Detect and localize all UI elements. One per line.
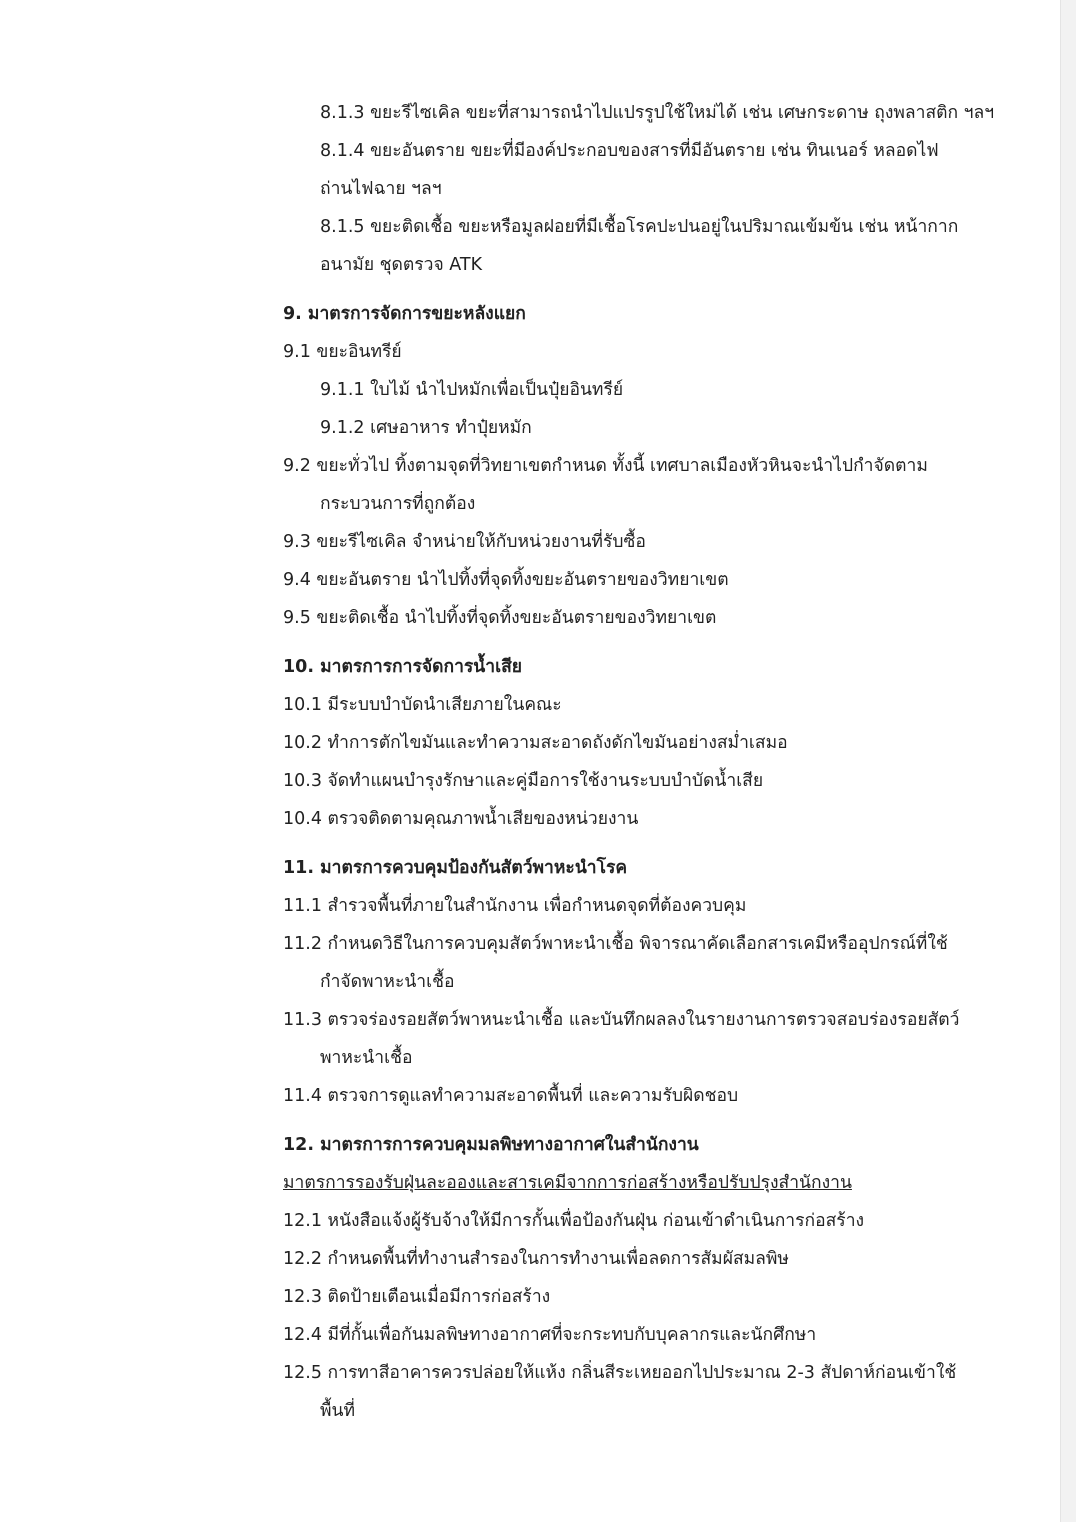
item-8-1-4: 8.1.4 ขยะอันตราย ขยะที่มีองค์ประกอบของสารที่มีอันตราย เช่น ทินเนอร์ หลอดไฟ (320, 141, 939, 161)
section-9-heading: 9. มาตรการจัดการขยะหลังแยก (283, 304, 526, 324)
item-11-4: 11.4 ตรวจการดูแลทำความสะอาดพื้นที่ และความรับผิดชอบ (283, 1086, 739, 1106)
item-12-1: 12.1 หนังสือแจ้งผู้รับจ้างให้มีการกั้นเพื่อป้องกันฝุ่น ก่อนเข้าดำเนินการก่อสร้าง (283, 1211, 865, 1231)
item-9-1-2: 9.1.2 เศษอาหาร ทำปุ๋ยหมัก (320, 418, 532, 438)
page-gutter (1061, 0, 1076, 1522)
item-10-1: 10.1 มีระบบบำบัดนำเสียภายในคณะ (283, 695, 562, 715)
item-8-1-5-cont: อนามัย ชุดตรวจ ATK (320, 255, 483, 275)
item-10-3: 10.3 จัดทำแผนบำรุงรักษาและคู่มือการใช้งานระบบบำบัดน้ำเสีย (283, 771, 764, 791)
item-9-2: 9.2 ขยะทั่วไป ทิ้งตามจุดที่วิทยาเขตกำหนด ทั้งนี้ เทศบาลเมืองหัวหินจะนำไปกำจัดตาม (283, 456, 928, 476)
item-9-2-cont: กระบวนการที่ถูกต้อง (320, 494, 476, 514)
item-12-5: 12.5 การทาสีอาคารควรปล่อยให้แห้ง กลิ่นสีระเหยออกไปประมาณ 2-3 สัปดาห์ก่อนเข้าใช้ (283, 1363, 957, 1383)
item-11-3-cont: พาหะนำเชื้อ (320, 1048, 413, 1068)
item-9-4: 9.4 ขยะอันตราย นำไปทิ้งที่จุดทิ้งขยะอันตรายของวิทยาเขต (283, 570, 729, 590)
item-11-1: 11.1 สำรวจพื้นที่ภายในสำนักงาน เพื่อกำหนดจุดที่ต้องควบคุม (283, 896, 747, 916)
item-11-2-cont: กำจัดพาหะนำเชื้อ (320, 972, 455, 992)
item-9-3: 9.3 ขยะรีไซเคิล จำหน่ายให้กับหน่วยงานที่รับซื้อ (283, 532, 646, 552)
item-12-2: 12.2 กำหนดพื้นที่ทำงานสำรองในการทำงานเพื่อลดการสัมผัสมลพิษ (283, 1249, 789, 1269)
section-10-heading: 10. มาตรการการจัดการน้ำเสีย (283, 657, 523, 677)
item-11-2: 11.2 กำหนดวิธีในการควบคุมสัตว์พาหะนำเชื้อ พิจารณาคัดเลือกสารเคมีหรืออุปกรณ์ที่ใช้ (283, 934, 948, 954)
item-8-1-5: 8.1.5 ขยะติดเชื้อ ขยะหรือมูลฝอยที่มีเชื้อโรคปะปนอยู่ในปริมาณเข้มข้น เช่น หน้ากาก (320, 217, 959, 237)
item-10-2: 10.2 ทำการตักไขมันและทำความสะอาดถังดักไขมันอย่างสม่ำเสมอ (283, 733, 788, 753)
item-12-3: 12.3 ติดป้ายเตือนเมื่อมีการก่อสร้าง (283, 1287, 551, 1307)
item-9-1-1: 9.1.1 ใบไม้ นำไปหมักเพื่อเป็นปุ๋ยอินทรีย์ (320, 380, 624, 400)
item-10-4: 10.4 ตรวจติดตามคุณภาพน้ำเสียของหน่วยงาน (283, 809, 639, 829)
item-11-3: 11.3 ตรวจร่องรอยสัตว์พาหนะนำเชื้อ และบันทึกผลลงในรายงานการตรวจสอบร่องรอยสัตว์ (283, 1010, 960, 1030)
document-body (0, 94, 1060, 1430)
item-9-1: 9.1 ขยะอินทรีย์ (283, 342, 402, 362)
item-8-1-4-cont: ถ่านไฟฉาย ฯลฯ (320, 179, 442, 199)
item-9-5: 9.5 ขยะติดเชื้อ นำไปทิ้งที่จุดทิ้งขยะอันตรายของวิทยาเขต (283, 608, 717, 628)
item-12-4: 12.4 มีที่กั้นเพื่อกันมลพิษทางอากาศที่จะกระทบกับบุคลากรและนักศึกษา (283, 1325, 817, 1345)
section-11-heading: 11. มาตรการควบคุมป้องกันสัตว์พาหะนำโรค (283, 858, 628, 878)
section-12-heading: 12. มาตรการการควบคุมมลพิษทางอากาศในสำนักงาน (283, 1135, 699, 1155)
item-12-5-cont: พื้นที่ (320, 1401, 356, 1421)
section-12-subheading: มาตรการรองรับฝุ่นละอองและสารเคมีจากการก่อสร้างหรือปรับปรุงสำนักงาน (283, 1173, 852, 1193)
item-8-1-3: 8.1.3 ขยะรีไซเคิล ขยะที่สามารถนำไปแปรรูปใช้ใหม่ได้ เช่น เศษกระดาษ ถุงพลาสติก ฯลฯ (320, 103, 995, 123)
